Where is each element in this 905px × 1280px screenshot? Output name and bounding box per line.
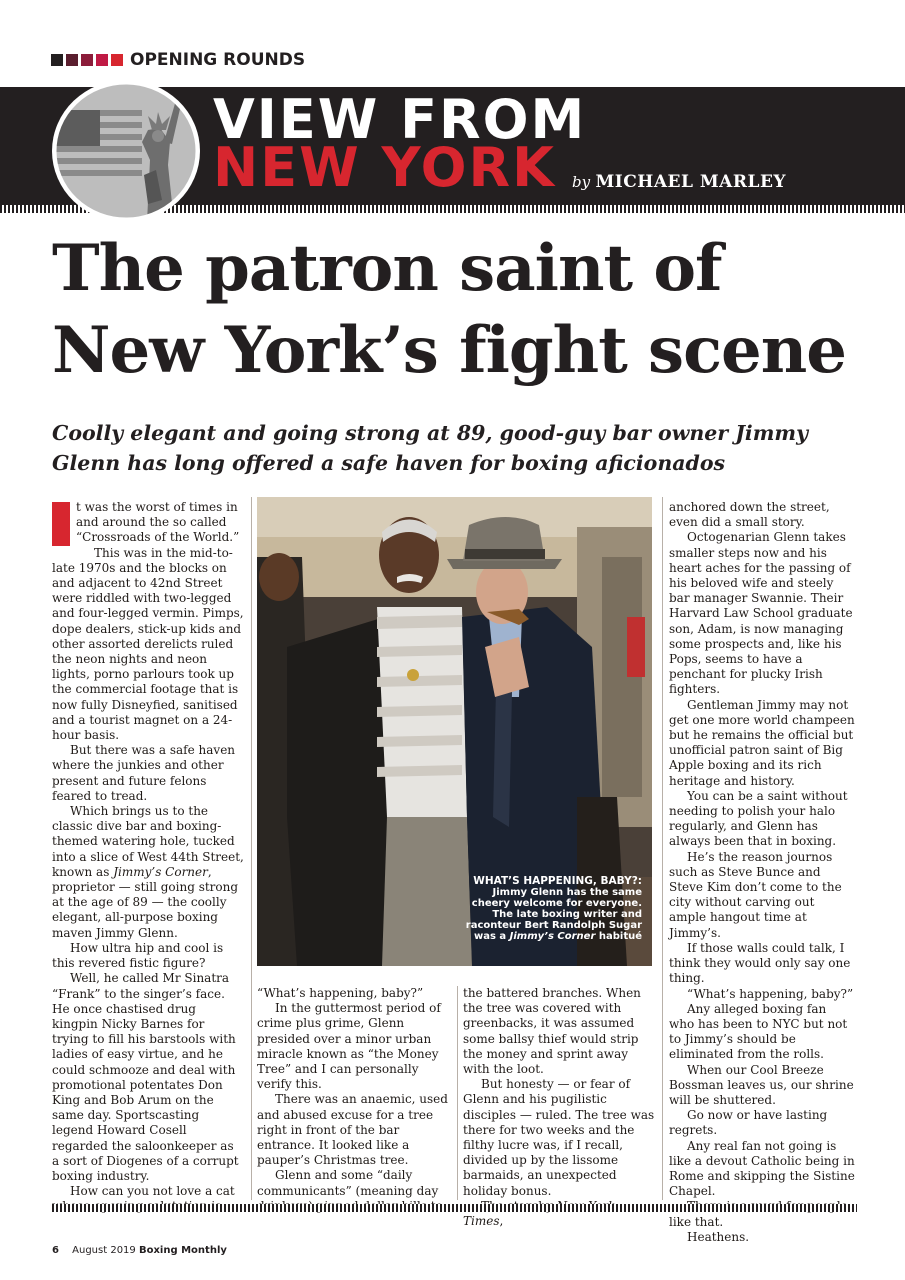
body-paragraph: Which brings us to the classic dive bar and boxing-themed watering hole, tucked into a slice of West 44th Street, known as Jimmy’s Corner, proprietor — still going strong at the age of 89 — the coolly elegant, all-purpose boxing maven Jimmy Glenn. (52, 804, 244, 940)
body-paragraph: the battered branches. When the tree was covered with greenbacks, it was assumed some ballsy thief would strip the money and sprint away with the loot. (463, 986, 641, 1077)
caption-text-end: habitué (598, 931, 642, 942)
body-paragraph: There was an anaemic, used and abused excuse for a tree right in front of the bar entrance. It looked like a pauper’s Christmas tree. (257, 1092, 448, 1168)
body-paragraph: Go now or have lasting regrets. (669, 1108, 828, 1138)
body-paragraph: In the guttermost period of crime plus grime, Glenn presided over a minor urban miracle known as “the Money Tree” and I can personally verify this. (257, 1001, 441, 1092)
magazine-name: Boxing Monthly (138, 1245, 227, 1256)
body-column-2 (257, 986, 451, 1200)
body-paragraph: Well, he called Mr Sinatra “Frank” to the singer’s face. He once chastised drug kingpin Nicky Barnes for trying to fill his barstools with ladies of easy virtue, and he could schmooze and deal with promotional potentates Don King and Bob Arum on the same day. Sportscasting legend Howard Cosell regarded the saloonkeeper as a sort of Diogenes of a corrupt boxing industry. (52, 971, 239, 1183)
body-column-1 (52, 500, 244, 1200)
statue-of-liberty-logo (52, 80, 200, 222)
body-paragraph: If those walls could talk, I think they would only say one thing. (669, 940, 851, 986)
body-paragraph: How can you not love a cat (70, 1184, 235, 1199)
section-tag (51, 50, 305, 70)
body-paragraph: This was in the mid-to-late 1970s and the blocks on and adjacent to 42nd Street were riddled with two-legged and four-legged vermin. Pimps, dope dealers, stick-up kids and other assorted derelicts ruled the neon nights and neon lights, porno parlours took up the commercial footage that is now fully Disneyfied, sanitised and a tourist magnet on a 24-hour basis. (52, 545, 244, 743)
photo-jimmy-glenn-and-bert-sugar (257, 497, 652, 966)
body-paragraph: But honesty — or fear of Glenn and his pugilistic disciples — ruled. The tree was there for two weeks and the filthy lucre was, if I recall, divided up by the lissome barmaids, an unexpected holiday bonus. (463, 1077, 655, 1198)
body-paragraph: Gentleman Jimmy may not get one more world champeen but he remains the official but unofficial patron saint of Big Apple boxing and its rich heritage and history. (669, 697, 855, 788)
body-paragraph: When our Cool Breeze Bossman leaves us, our shrine will be shuttered. (669, 1062, 854, 1107)
column-title-line2: NEW YORK (213, 136, 556, 199)
italic-newspaper-name: Times (463, 1214, 500, 1229)
standfirst: Coolly elegant and going strong at 89, good-guy bar owner Jimmy Glenn has long offered a safe haven for boxing aficionados (52, 421, 809, 475)
footer-stripe (52, 1204, 857, 1212)
body-paragraph: Heathens. (687, 1229, 750, 1244)
section-square-5 (111, 54, 123, 66)
page-folio (52, 1245, 227, 1256)
column-rule (457, 986, 458, 1200)
section-square-4 (96, 54, 108, 66)
body-paragraph: Times, (463, 1199, 656, 1229)
column-rule (251, 497, 252, 1200)
page-number: 6 (52, 1245, 59, 1256)
statue-of-liberty-image (52, 80, 200, 222)
body-paragraph: Any alleged boxing fan who has been to NYC but not to Jimmy’s should be eliminated from the rolls. (669, 1001, 848, 1062)
byline-by: by (572, 173, 591, 191)
drop-cap (52, 502, 70, 546)
body-paragraph: Glenn and some “daily communicants” (meaning day (257, 1168, 439, 1198)
caption-italic: Jimmy’s Corner (509, 931, 596, 942)
body-paragraph: “What’s happening, baby?” (687, 986, 854, 1001)
body-paragraph: “What’s happening, baby?” (257, 986, 424, 1000)
body-paragraph: Any real fan not going is like a devout Catholic being in Rome and skipping the Sistine Chapel. (669, 1138, 855, 1199)
column-title-line1: VIEW FROM (213, 88, 587, 151)
section-square-2 (66, 54, 78, 66)
body-paragraph: t was the worst of times in and around the so called “Crossroads of the World.” (76, 500, 240, 545)
headline: The patron saint of New York’s fight scene (52, 231, 846, 388)
issue-date: August 2019 (72, 1245, 136, 1256)
section-square-1 (51, 54, 63, 66)
byline (572, 172, 786, 192)
byline-author: MICHAEL MARLEY (595, 172, 787, 192)
caption-title: WHAT’S HAPPENING, BABY?: (473, 875, 642, 887)
body-column-4 (669, 500, 855, 1244)
italic-bar-name: Jimmy’s Corner (113, 864, 208, 879)
body-paragraph: like that. (669, 1214, 724, 1229)
photo-caption (452, 876, 642, 942)
body-paragraph: But there was a safe haven where the junkies and other present and future felons feared to tread. (52, 743, 236, 803)
section-label: OPENING ROUNDS (130, 50, 306, 70)
column-rule (662, 497, 663, 1200)
body-paragraph: He’s the reason journos such as Steve Bunce and Steve Kim don’t come to the city without carving out ample hangout time at Jimmy’s. (669, 849, 842, 940)
section-square-3 (81, 54, 93, 66)
caption-text: Jimmy Glenn has the same cheery welcome for everyone. The late boxing writer and raconteur Bert Randolph Sugar was a (465, 887, 642, 942)
body-column-3 (463, 986, 656, 1229)
body-paragraph: You can be a saint without needing to polish your halo regularly, and Glenn has always been that in boxing. (669, 788, 848, 849)
body-paragraph: anchored down the street, even did a small story. (669, 500, 830, 530)
body-paragraph: Octogenarian Glenn takes smaller steps now and his heart aches for the passing of his beloved wife and steely bar manager Swannie. Their Harvard Law School graduate son, Adam, is now managing some prospects and, like his Pops, seems to have a penchant for plucky Irish fighters. (669, 530, 853, 697)
body-paragraph: How ultra hip and cool is this revered fistic figure? (52, 940, 224, 971)
